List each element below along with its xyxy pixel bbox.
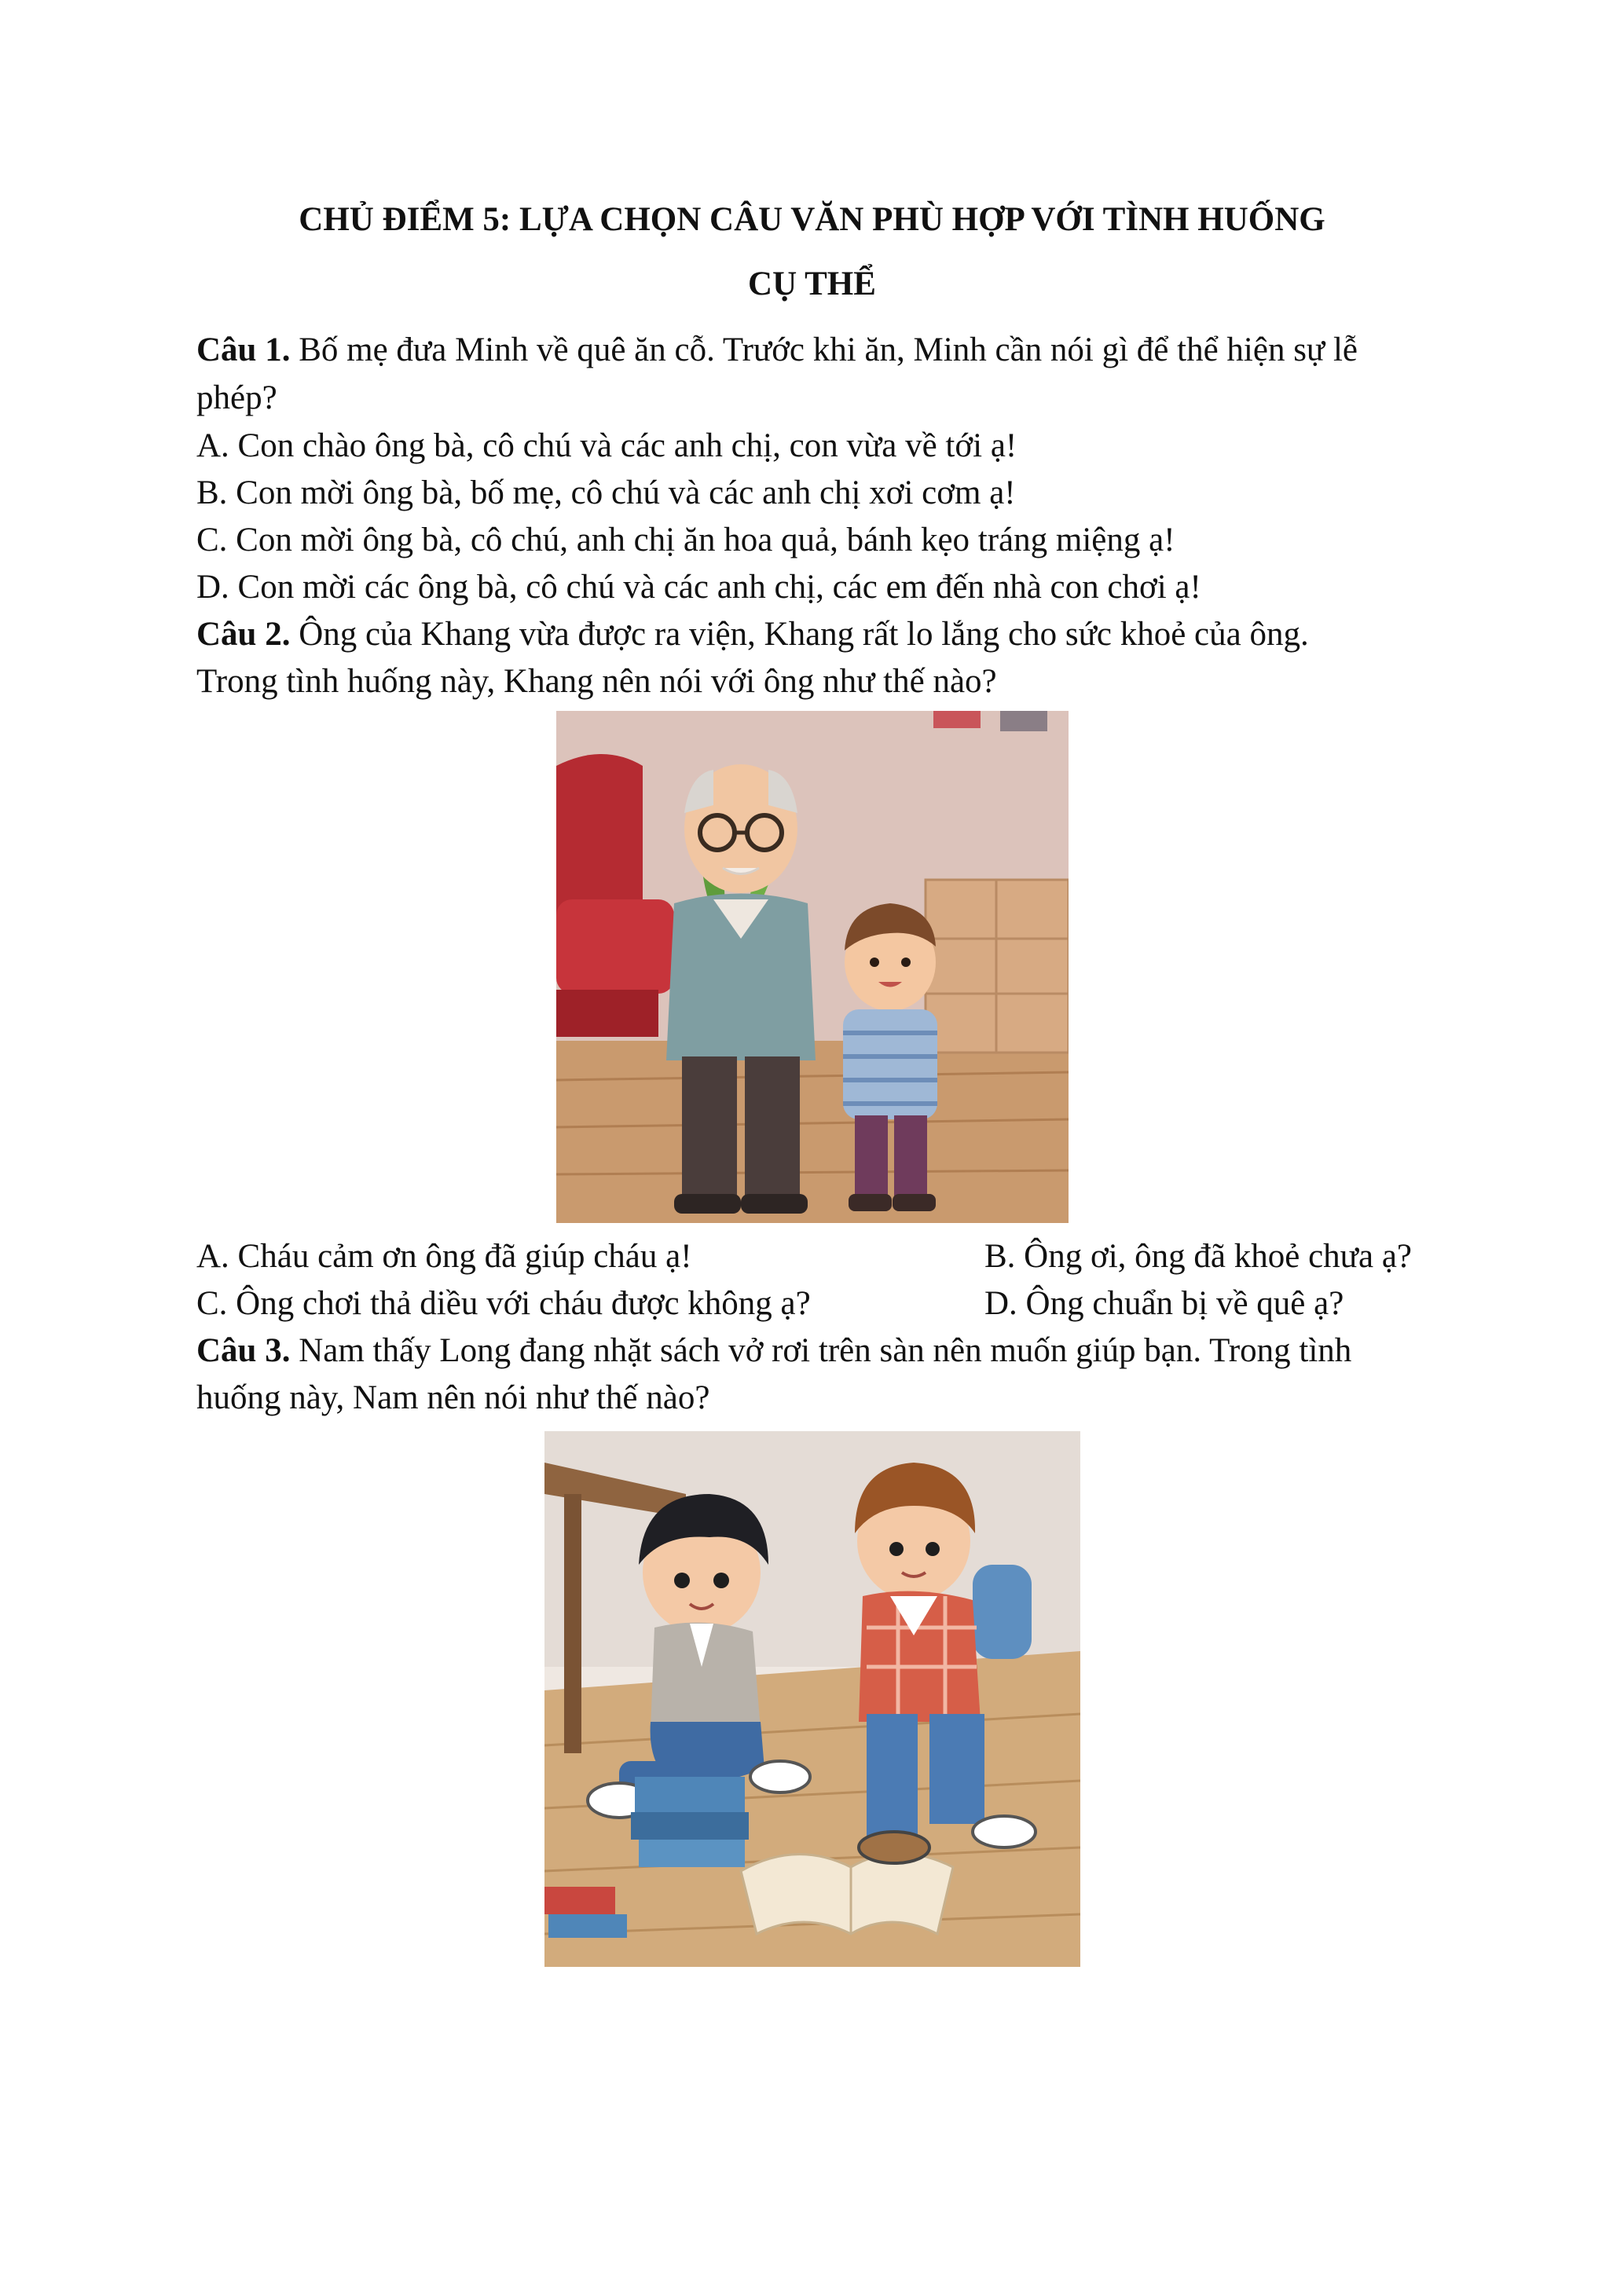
question-1-label: Câu 1. (196, 331, 291, 368)
question-1-line-2: phép? (196, 379, 277, 416)
question-2-text-1: Ông của Khang vừa được ra viện, Khang rất lo lắng cho sức khoẻ của ông. (290, 616, 1309, 653)
question-3-text-1: Nam thấy Long đang nhặt sách vở rơi trên sàn nên muốn giúp bạn. Trong tình (290, 1332, 1352, 1369)
question-1-option-c: C. Con mời ông bà, cô chú, anh chị ăn hoa quả, bánh kẹo tráng miệng ạ! (196, 522, 1175, 558)
question-2-option-a: A. Cháu cảm ơn ông đã giúp cháu ạ! (196, 1238, 692, 1275)
question-1-option-b: B. Con mời ông bà, bố mẹ, cô chú và các anh chị xơi cơm ạ! (196, 474, 1016, 511)
question-2-option-c: C. Ông chơi thả diều với cháu được không ạ? (196, 1285, 811, 1322)
question-2-option-d: D. Ông chuẩn bị về quê ạ? (984, 1285, 1344, 1322)
question-2-option-b: B. Ông ơi, ông đã khoẻ chưa ạ? (984, 1238, 1412, 1275)
grandfather-boy-illustration (556, 711, 1069, 1223)
question-1-option-a: A. Con chào ông bà, cô chú và các anh chị, con vừa về tới ạ! (196, 427, 1017, 464)
question-1-line-1 (196, 328, 1454, 372)
question-2-line-1 (196, 613, 1454, 657)
question-3-line-2: huống này, Nam nên nói như thế nào? (196, 1379, 710, 1416)
question-3-label: Câu 3. (196, 1332, 291, 1369)
question-1-text-1: Bố mẹ đưa Minh về quê ăn cỗ. Trước khi ăn, Minh cần nói gì để thể hiện sự lễ (290, 331, 1358, 368)
boys-picking-books-illustration (544, 1431, 1080, 1967)
question-2-line-2: Trong tình huống này, Khang nên nói với ông như thế nào? (196, 663, 997, 700)
page-title-line-2: CỤ THỂ (748, 265, 876, 302)
question-2-label: Câu 2. (196, 616, 291, 653)
question-1-option-d: D. Con mời các ông bà, cô chú và các anh chị, các em đến nhà con chơi ạ! (196, 569, 1201, 606)
question-3-line-1 (196, 1329, 1454, 1373)
page-title-line-1: CHỦ ĐIỂM 5: LỰA CHỌN CÂU VĂN PHÙ HỢP VỚI TÌNH HUỐNG (299, 201, 1325, 238)
